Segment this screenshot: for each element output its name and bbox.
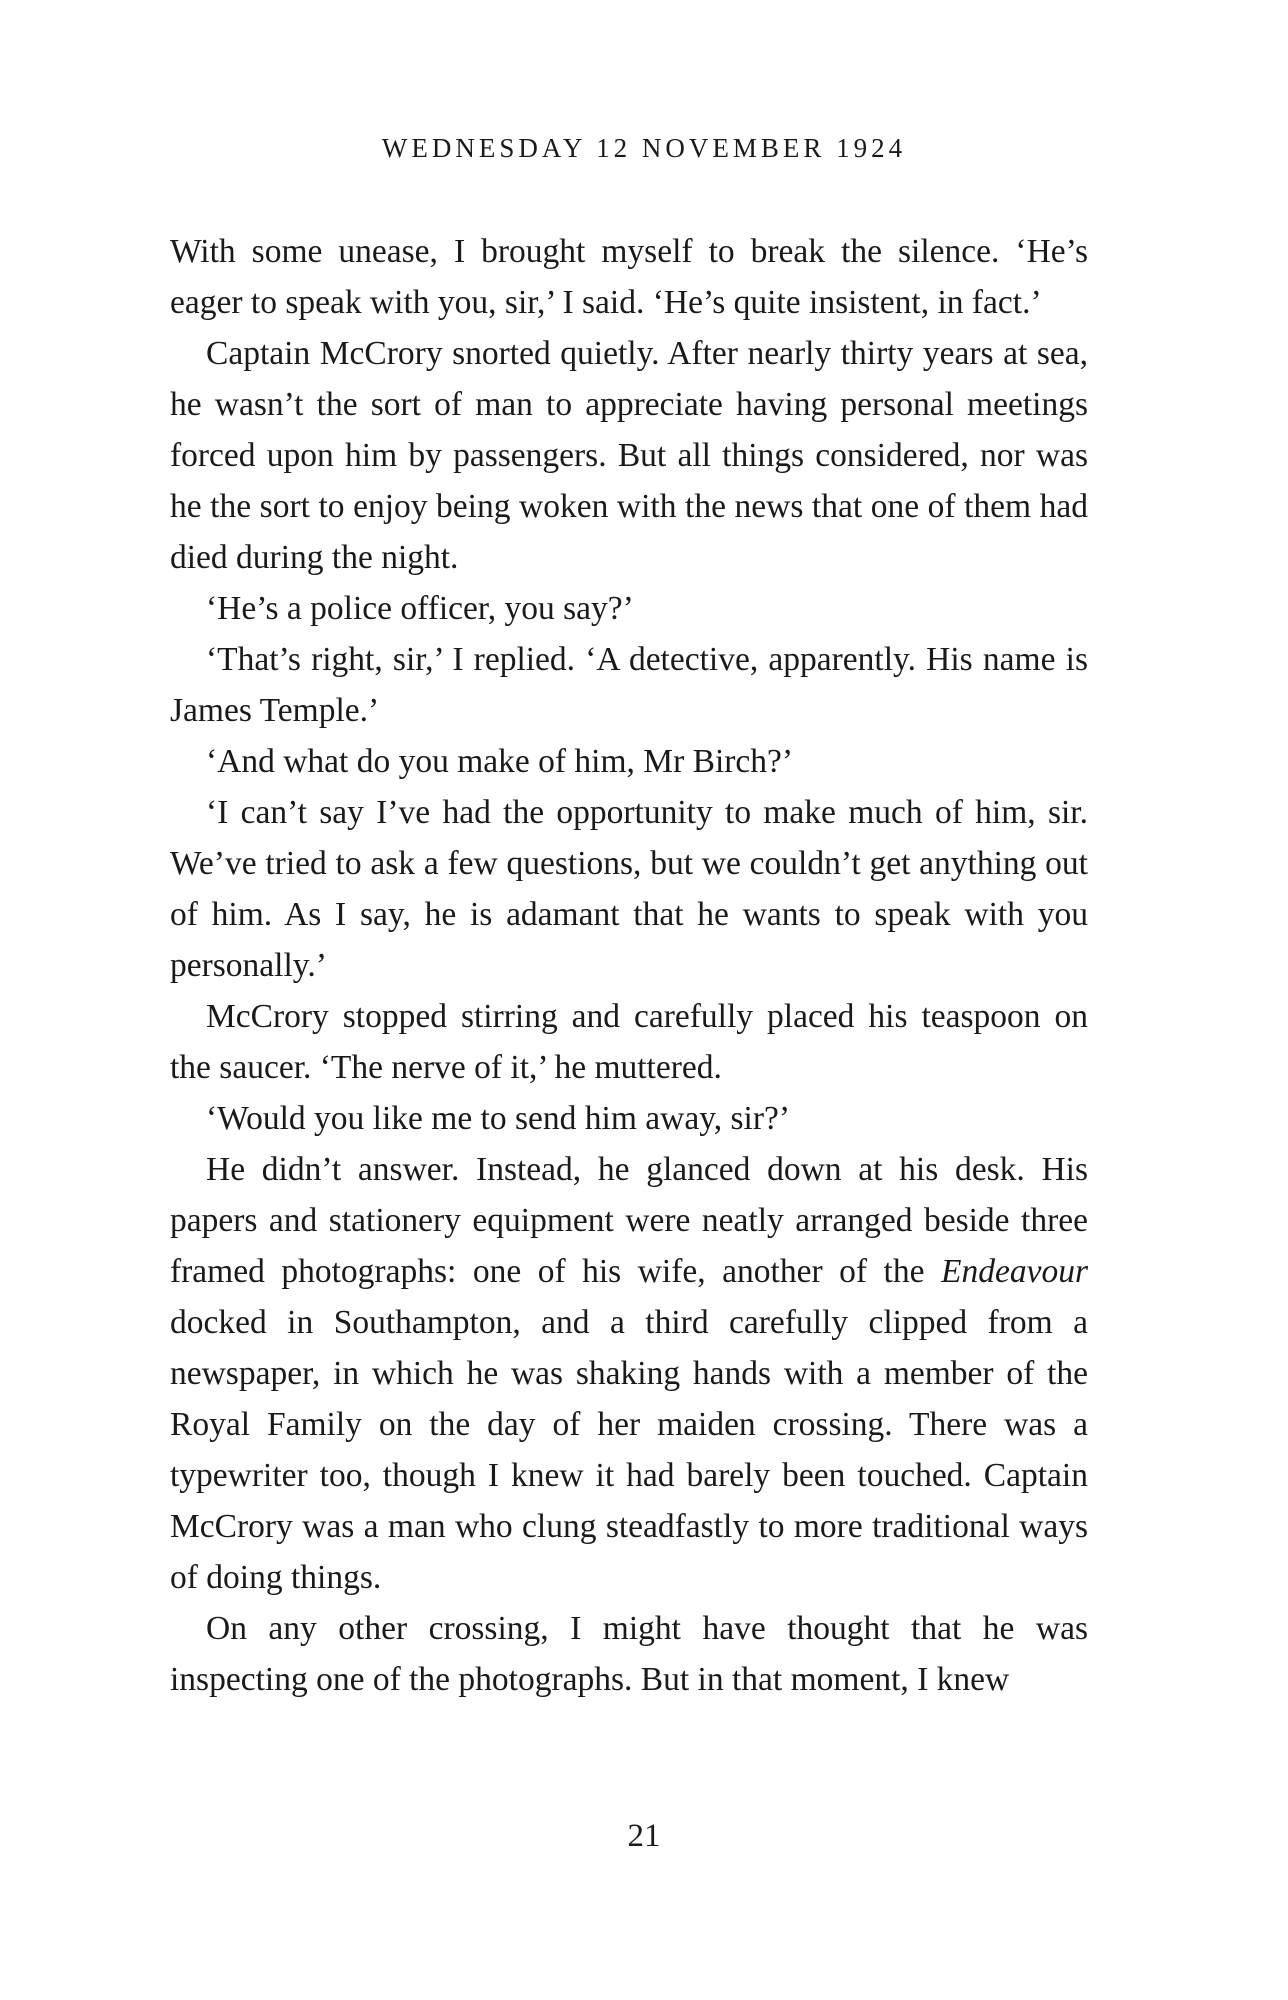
paragraph-7: McCrory stopped stirring and carefully placed his teaspoon on the saucer. ‘The nerve of it,’ he muttered. [170,998,1088,1086]
paragraph-2: Captain McCrory snorted quietly. After nearly thirty years at sea, he wasn’t the sort of man to appreciate having personal meetings forced upon him by passengers. But all things considered, nor was he the sort to enjoy being woken with the news that one of them had died during the night. [170,335,1088,576]
paragraph-6: ‘I can’t say I’ve had the opportunity to make much of him, sir. We’ve tried to ask a few questions, but we couldn’t get anything out of him. As I say, he is adamant that he wants to speak with you personally.’ [170,794,1088,984]
paragraph-10: On any other crossing, I might have thought that he was inspecting one of the photographs. But in that moment, I knew [170,1610,1088,1698]
body-text [170,226,1088,1705]
running-head: WEDNESDAY 12 NOVEMBER 1924 [381,133,907,163]
paragraph-8: ‘Would you like me to send him away, sir?’ [206,1100,791,1137]
paragraph-5: ‘And what do you make of him, Mr Birch?’ [206,743,794,780]
paragraph-3: ‘He’s a police officer, you say?’ [206,590,634,627]
paragraph-9-before: He didn’t answer. Instead, he glanced down at his desk. His papers and stationery equipment were neatly arranged beside three framed photographs: one of his wife, another of the [170,1151,1088,1290]
paragraph-1: With some unease, I brought myself to break the silence. ‘He’s eager to speak with you, sir,’ I said. ‘He’s quite insistent, in fact.’ [170,233,1088,321]
paragraph-9 [170,1144,1088,1603]
page-number: 21 [627,1818,661,1854]
paragraph-9-after: docked in Southampton, and a third carefully clipped from a newspaper, in which he was shaking hands with a member of the Royal Family on the day of her maiden crossing. There was a typewriter too, though I knew it had barely been touched. Captain McCrory was a man who clung steadfastly to more traditional ways of doing things. [170,1304,1088,1596]
paragraph-4: ‘That’s right, sir,’ I replied. ‘A detective, apparently. His name is James Temple.’ [170,641,1088,729]
ship-name-italic: Endeavour [941,1253,1088,1290]
